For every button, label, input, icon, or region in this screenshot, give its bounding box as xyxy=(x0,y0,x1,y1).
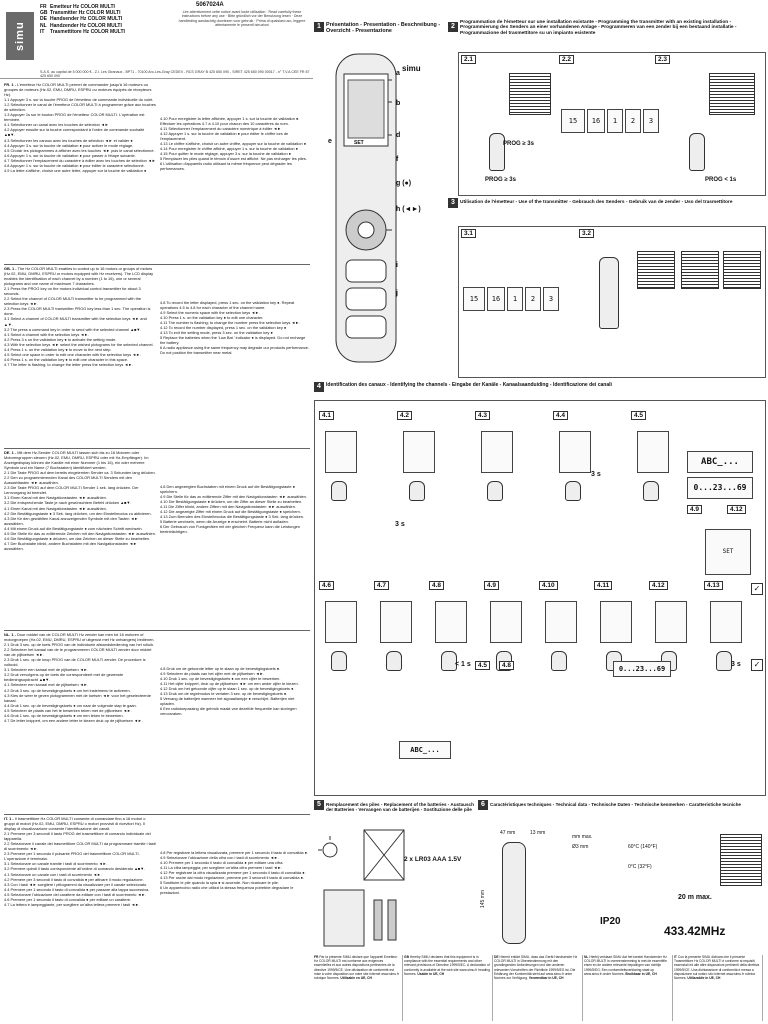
instruction-line: 4.5 Selecteer de plaats van het te bewerken teken met de pijltoetsen ◄►. xyxy=(4,707,132,713)
lcd-digit: 3 xyxy=(643,109,659,133)
instruction-line: 6 Der Gebrauch von Funkgeräten mit der gleichen Frequenz kann die Leistungen beeinträchtigen. xyxy=(160,524,300,535)
instruction-line: 4.4 Press 1 s. on the validation key ● to move to the next step. xyxy=(4,346,112,352)
panel-number: 6 xyxy=(478,800,488,810)
section-divider xyxy=(4,630,310,631)
lcd-digit: 2 xyxy=(625,109,641,133)
label-f: f xyxy=(396,156,399,163)
instruction-line: 3.2 Premere quindi il tasto corrispondente all'ordine di comando desiderato ▲■▼. xyxy=(4,866,146,872)
header xyxy=(0,0,313,79)
lcd-screen xyxy=(481,431,513,473)
remote-icon xyxy=(599,257,619,329)
instruction-line: 2.3 Press the COLOR MULTI transmitter PROG key less than 1 sec. The operation is done. xyxy=(4,306,151,317)
shutter-icon xyxy=(709,73,755,115)
hold-1s: < 1 s xyxy=(455,661,471,668)
step-label: 4.13 xyxy=(704,581,723,590)
lcd-screen xyxy=(403,431,435,473)
instruction-line: 4.2 Die Bestätigungstaste ● 3 Sek. lang drücken, um den Einstellmodus zu aktivieren. xyxy=(4,510,152,516)
instruction-line: 4.4 Appuyer 3 s. sur la touche de validation ● pour activer le mode réglage. xyxy=(4,142,134,148)
step-label: 4.10 xyxy=(539,581,558,590)
label-a: a xyxy=(396,70,400,77)
prog-3s-label: PROG ≥ 3s xyxy=(503,141,534,147)
lcd-abc: ABC_... xyxy=(687,451,753,473)
finger-press-icon xyxy=(565,481,581,501)
label-j: j xyxy=(396,290,398,297)
instruction-line: 4.6 Premere per 1 secondo il tasto di convalida ● per editare un carattere. xyxy=(4,896,132,902)
instruction-line: 4.12 Appuyer 1 s. sur la touche de validation ● pour éditer le chiffre lors de l'emplacement. xyxy=(160,131,289,142)
instruction-line: 4.9 Die Stelle für das zu editierende Ziffer mit den Navigationstasten ◄► auswählen. xyxy=(160,494,307,500)
lcd-num: 0...23...69 xyxy=(687,477,753,499)
instruction-line: 4.2 Druk 3 sec. op de bevestigingstoets ● om het instelmenu te activeren. xyxy=(4,687,131,693)
instruction-line: 6 Un apparecchio radio che utilizzi la stessa frequenza potrebbe degradare le prestazioni. xyxy=(160,885,294,896)
language-title: GB Transmitter Hz COLOR MULTI xyxy=(40,10,121,17)
panel-title: Identification des canaux - Identifying the channels - Eingabe der Kanäle - Kanaalsaanduiding - Identificazione dei canali xyxy=(326,382,612,388)
lcd-screen xyxy=(325,431,357,473)
instruction-line: 1.2 Sélectionner le canal de l'émetteur COLOR MULTI à programmer grâce aux touches de sélection. xyxy=(4,102,156,113)
battery-spec: 2 x LR03 AAA 1.5V xyxy=(404,856,462,863)
temp-min: 0°C (32°F) xyxy=(628,864,652,870)
temp-max: 60°C (140°F) xyxy=(628,844,658,850)
instruction-line: 4.1 Selezionare un canale con i tasti di scorrimento ◄►. xyxy=(4,871,102,877)
lcd-screen xyxy=(380,601,412,643)
lcd-screen xyxy=(655,601,687,643)
instruction-line: 4.10 Die Bestätigungstaste ● drücken, um die Ziffer an dieser Stelle zu bearbeiten. xyxy=(160,499,303,505)
instruction-line: 5 Remplacer les piles quand le témoin d'usure est affiché. Ne pas recharger les piles. xyxy=(160,156,307,162)
battery-panel xyxy=(314,820,476,950)
step-label: 4.11 xyxy=(594,581,612,590)
panel-title: Remplacement des piles - Replacement of the batteries - Austausch der Batterien - Vervangen van de batterijen - Sostituzione delle pile xyxy=(326,802,474,813)
instruction-line: 4.12 Die angezeigte Ziffer mit einem Druck auf die Bestätigungstaste ● speichern. xyxy=(160,509,301,515)
done-check-icon: ✓ xyxy=(751,583,763,595)
instruction-line: 1.1 Appuyer 3 s. sur la touche PROG de l'émetteur de commande individuelle du volet. xyxy=(4,97,154,103)
instruction-line: 4.3 Con i tasti ◄► scegliere i pittogrammi da visualizzare per il canale selezionato. xyxy=(4,881,148,887)
lcd-digit: 16 xyxy=(587,109,605,133)
language-title: NL Handzender Hz COLOR MULTI xyxy=(40,22,122,29)
instruction-line: 3.1 Selezionare un canale tramite i tasti di scorrimento ◄►. xyxy=(4,861,108,867)
label-h: h (◄►) xyxy=(396,206,421,213)
ref-step: 4.9 xyxy=(687,505,702,514)
lcd-screen xyxy=(490,601,522,643)
instruction-line: 2.1 Die Taste PROG auf dem bereits eingelernten Sender ca. 3 Sekunden lang drücken. xyxy=(4,470,156,476)
section-divider xyxy=(4,814,310,815)
instruction-line: 4.5 Select one space in order to edit one character with the selection keys ◄►. xyxy=(4,351,142,357)
panel-title: Utilisation de l'émetteur - Use of the transmitter - Gebrauch des Senders - Gebruik van de zender - Uso del trasmettitore xyxy=(460,200,733,205)
section-gb-right xyxy=(160,300,310,356)
programming-panel xyxy=(458,52,766,196)
instruction-line: 4.7 Der Buchstabe blinkt, andere Buchstaben mit den Navigationstasten ◄► auswählen. xyxy=(4,540,137,551)
battery-drawing xyxy=(314,820,476,950)
read-notice: Lire attentivement cette notice avant toute utilisation · Read carefully these instructions before any use · Bitte gründlich vor der Benutzung lesen · Deze handleiding aandachtig doorlezen voor gebruik · Prima di qualsiasi uso, leggere attentamente le presenti istruzioni xyxy=(178,10,306,28)
set-label: SET xyxy=(354,140,364,146)
screw-diameter: Ø3 mm xyxy=(572,844,589,850)
panel-number: 2 xyxy=(448,22,458,32)
instruction-line: 4.6 Druk 1 sec. op de bevestigingstoets ● om een teken te bewerken. xyxy=(4,712,124,718)
remote-icon xyxy=(689,133,705,171)
shutter-icon xyxy=(509,73,551,115)
instruction-line: 4.9 Selecteer de plaats van het cijfer met de pijltoetsen ◄►. xyxy=(160,671,265,677)
section-intro: IT. 1 - Il trasmettitore Hz COLOR MULTI consente di comandare fino a 16 motori o gruppi di motori (Hz.02, EMU, DMRU, ESPRU o motori provvisti di ricevitori Hz). Il display di visualizzazione consente l'identificazione dei canali. xyxy=(4,816,146,832)
remote-outline-icon xyxy=(502,842,526,944)
instruction-line: 4.8 Appuyer 1 s. sur la touche de validation ● pour éditer le caractère sélectionné. xyxy=(4,162,145,168)
instruction-line: 5 Vervang de batterijen wanneer het signaallampje ● verschijnt. Batterijen niet opladen. xyxy=(160,696,295,707)
lcd-set: SET xyxy=(705,529,751,575)
instruction-line: 4.10 Press 1 s. on the validation key ● to edit one character. xyxy=(160,315,264,321)
language-title-list xyxy=(40,4,125,35)
instruction-line: 2.2 Den zu programmierenden Kanal des COLOR MULTI Senders mit den Auswahltasten ◄► auswählen. xyxy=(4,475,132,486)
label-e: e xyxy=(328,138,332,145)
section-it-left xyxy=(4,816,156,907)
step-label: 4.6 xyxy=(319,581,334,590)
frequency: 433.42MHz xyxy=(664,924,726,938)
instruction-line: 4.13 Per uscire dal modo regolazione, premere per 3 secondi il tasto di convalida ●. xyxy=(160,875,305,881)
step-label: 4.8 xyxy=(429,581,444,590)
hold-3s: 3 s xyxy=(591,471,601,478)
section-intro: GB. 1 - The Hz COLOR MULTI enables to control up to 16 motors or groups of motors (Hz.02, EMU, DMRU, ESPRU or motors equipped with Hz receivers). The LCD display enables the identification of each channel by a number (1 to 16), one or several pictograms and one name of maximum 7 characters. xyxy=(4,266,154,287)
instruction-line: 4.8 Den angezeigten Buchstaben mit einem Druck auf die Bestätigungstaste ● speichern. xyxy=(160,484,295,495)
screw-size: mm max. xyxy=(572,834,593,840)
dim-height: 145 mm xyxy=(480,890,486,909)
instruction-line: 3.1 Selecteer een kanaal met de pijltoetsen ◄►. xyxy=(4,667,89,673)
section-de-right xyxy=(160,484,310,534)
section-fr-left xyxy=(4,82,156,173)
instruction-line: 4.10 Pour enregistrer la lettre affichée, appuyer 1 s. sur la touche de validation ●. Effectuer les opérations 4.7 à 4.10 pour chacun des 10 caractères du nom. xyxy=(160,116,300,127)
dim-width: 47 mm xyxy=(500,830,516,836)
ref-step: 4.8 xyxy=(499,661,514,670)
panel-title: Programmation de l'émetteur sur une installation existante - Programming the transmitter with an existing installation - Programmierung des Senders an einer vorhandenen Anlage - Programmeren van een zender bij een bestaand installatie - Programmazione del trasmettitore su un impianto esistente xyxy=(460,20,737,36)
lcd-screen xyxy=(545,601,577,643)
ip-rating: IP20 xyxy=(600,916,621,927)
instruction-line: 2.3 Die Taste PROG auf dem COLOR MULTI Sender 1 sek. lang drücken. Der Lernvorgang ist beendet. xyxy=(4,485,139,496)
remote-icon xyxy=(489,133,505,171)
step-label: 3.2 xyxy=(579,229,594,238)
instruction-line: 4.1 Einen Kanal mit den Navigationstasten ◄► auswählen. xyxy=(4,505,107,511)
prog-3s-label-b: PROG ≥ 3s xyxy=(485,177,516,183)
range: 20 m max. xyxy=(678,894,712,901)
section-fr-right xyxy=(160,116,310,172)
instruction-line: 5 Replace the batteries when the 'Low Bat.' indicator ● is displayed. Do not recharge the battery. xyxy=(160,335,306,346)
instruction-line: 4.7 Sélectionner l'emplacement du caractère à éditer avec les touches de sélection ◄► xyxy=(4,157,156,163)
section-intro: NL. 1 - Door middel van de COLOR MULTI Hz zender kan men tot 16 motoren of motorgroepen (Hz.02, EMU, DMRU, ESPRU of uitgerust met Hz ontvangers) bedienen. xyxy=(4,632,155,643)
conformity-statement: NL Hierbij verklaart SIMU dat het toestel Handzender Hz COLOR MULTI in overeenstemming is met de essentiële eisen en de andere relevante bepalingen van richtlijn 1999/5/EG. Een conformiteitsverklaring staat op www.simu.fr onder Normes. Bruikbaar in UE, CH xyxy=(584,955,673,1021)
instruction-line: 4.9 Select the numeric space with the selection keys ◄►. xyxy=(160,310,261,316)
finger-press-icon xyxy=(409,481,425,501)
step-label: 4.4 xyxy=(553,411,568,420)
shutter-icon xyxy=(637,251,675,289)
lcd-digit: 1 xyxy=(507,287,523,311)
instruction-line: 4.1 Select a channel with the selection keys ◄►. xyxy=(4,331,90,337)
section-de-left xyxy=(4,450,156,551)
finger-press-icon xyxy=(331,481,347,501)
step-label: 4.2 xyxy=(397,411,412,420)
instruction-line: 5 Batterie wechseln, wenn die Anzeige ● erscheint. Batterie nicht aufladen. xyxy=(160,519,289,525)
lcd-screen xyxy=(435,601,467,643)
label-b: b xyxy=(396,100,401,107)
section-divider xyxy=(4,264,310,265)
instruction-line: 4.14 Pour enregistrer le chiffre affiché, appuyer 1 s. sur la touche de validation ● xyxy=(160,146,299,152)
section-intro: DE. 1 - Mit dem Hz-Sender COLOR MULTI lassen sich bis zu 16 Motoren oder Motorengruppen steuern (Hz.02, EMU, DMRU, ESPRU oder mit Hz-Empfänger). Im Anzeigedisplay können die Kanäle mit einer Nummer (1 bis 16), ein oder mehrere Symbole und ein Name (7 Buchstaben) identifiziert werden. xyxy=(4,450,149,471)
instruction-line: 3.1 Select a channel of COLOR MULTI transmitter with the selection keys ◄► and ▲▼. xyxy=(4,316,147,327)
instruction-line: 4.7 The letter is flashing, to change the letter press the selection keys ◄►. xyxy=(4,361,134,367)
instruction-line: 4.5 Choisir les pictogrammes à afficher avec les touches ◄► puis le canal sélectionné. xyxy=(4,147,155,153)
instruction-line: 4.11 Sélectionner l'emplacement du caractère numérique à éditer ◄► xyxy=(160,126,282,132)
ref-step: 4.12 xyxy=(727,505,746,514)
instruction-line: 4.7 De letter knippert, om een andere letter te kiezen druk op de pijltoetsen ◄►. xyxy=(4,717,143,723)
instruction-line: 4.9 Selezionare l'ubicazione della cifra con i tasti di scorrimento ◄►. xyxy=(160,855,279,861)
lcd-digit: 15 xyxy=(463,287,485,311)
instruction-line: 2.1 Press the PROG key on the motors individual control transmitter for about 3 seconds. xyxy=(4,286,141,297)
conformity-statement: IT Con la presente SIMU dichiara che il presente Trasmettitore Hz COLOR MULTI è conforme ai requisiti essenziali ed alle altre disposizioni pertinenti della direttiva 1999/5/CE. Una dichiarazione di conformità è messa a disposizione sul nostro sito internet www.simu.fr rubrica Normes. Utilizzabile in UE, CH xyxy=(674,955,763,1021)
conformity-statement: FR Par la présente SIMU déclare que l'appareil Emetteur Hz COLOR MULTI est conforme aux exigences essentielles et aux autres dispositions pertinentes de la directive 1999/5/CE. Une déclaration de conformité est mise à votre disposition sur notre site internet www.simu.fr rubrique Normes. Utilisable en UE, CH xyxy=(314,955,403,1021)
dim-depth: 13 mm xyxy=(530,830,546,836)
lcd-num-b: 0...23...69 xyxy=(613,661,671,677)
panel-number: 3 xyxy=(448,198,458,208)
instruction-line: 6 Een radiotoepassing die gebruik maakt van dezelfde frequentie kan storingen veroorzaken. xyxy=(160,706,297,717)
instruction-line: 2.2 Selecteer het kanaal van de te programmeren COLOR MULTI zender door middel van de pijltoetsen ◄►. xyxy=(4,647,152,658)
usage-panel xyxy=(458,226,766,378)
shutter-icon xyxy=(720,834,762,886)
finger-press-icon xyxy=(716,651,732,671)
instruction-line: 4.7 La lettera è lampeggiante, per scegliere un'altra lettera premere i tasti ◄►. xyxy=(4,901,141,907)
technical-data-panel xyxy=(478,820,764,950)
instruction-line: 4.6 Appuyer 1 s. sur la touche de validation ● pour passer à l'étape suivante. xyxy=(4,152,136,158)
panel-title: Caractéristiques techniques - Technical data - Technische Daten - Technische kenmerken - Caratteristiche tecniche xyxy=(490,802,741,807)
instruction-line: 4.8 Druk om de getoonde letter op te slaan op de bevestigingstoets ●. xyxy=(160,666,281,671)
instruction-line: 6 L'utilisation d'appareils radio utilisant la même fréquence peut dégrader les performances. xyxy=(160,161,292,172)
lcd-screen xyxy=(325,601,357,643)
step-label: 4.1 xyxy=(319,411,334,420)
lcd-digit: 3 xyxy=(543,287,559,311)
presentation-panel xyxy=(314,40,446,380)
instruction-line: 2.2 Selezionare il canale del trasmettitore COLOR MULTI da programmare tramite i tasti di scorrimento ◄►. xyxy=(4,841,156,852)
instruction-line: 4.13 Zum Beenden des Einstellmodus die Bestätigungstaste ● 3 Sek. lang drücken. xyxy=(160,514,305,520)
language-title: FR Emetteur Hz COLOR MULTI xyxy=(40,4,115,10)
instruction-line: 4.12 Druk om het getoonde cijfer op te slaan 1 sec. op de bevestigingstoets ●. xyxy=(160,686,295,692)
instruction-line: 4.5 Die Stelle für das zu editierende Zeichen mit den Navigationstasten ◄► auswählen. xyxy=(4,530,156,536)
instruction-line: 4.8 Per registrare la lettera visualizzata, premere per 1 secondo il tasto di convalida ●. xyxy=(160,850,309,855)
section-divider xyxy=(4,448,310,449)
language-title: IT Trasmettitore Hz COLOR MULTI xyxy=(40,28,125,35)
finger-press-icon xyxy=(643,481,659,501)
instruction-line: 4.10 Premere per 1 secondo il tasto di convalida ● per editare una cifra. xyxy=(160,860,284,866)
done-check-icon: ✓ xyxy=(751,659,763,671)
step-label: 3.1 xyxy=(461,229,476,238)
finger-press-icon xyxy=(551,651,567,671)
panel-number: 1 xyxy=(314,22,324,32)
instruction-line: 4.13 Le chiffre s'affiche, choisir un autre chiffre, appuyer sur la touche de validation ● xyxy=(160,141,307,147)
step-label: 4.5 xyxy=(631,411,646,420)
instruction-line: 4.2 Premere per 3 secondi il tasto di convalida ● per attivare il modo regolazione. xyxy=(4,876,144,882)
finger-press-icon xyxy=(331,651,347,671)
instruction-line: 4.11 Het cijfer knippert, druk op de pijltoetsen ◄► om een ander cijfer te kiezen. xyxy=(160,681,299,687)
panel-number: 4 xyxy=(314,382,324,392)
conformity-statement: GB Hereby SIMU declares that this equipment is in compliance with the essential requirements and other relevant provisions of Directive 1999/5/EC. A declaration of conformity is available at the web site www.simu.fr heading Normes. Usable in UE, CH xyxy=(404,955,493,1021)
step-label: 2.2 xyxy=(559,55,574,64)
instruction-line: 6 A radio appliance using the same frequency may degrade our products performance. Do not position the transmitter near metal. xyxy=(160,345,310,356)
hold-3s: 3 s xyxy=(395,521,405,528)
instruction-line: 4.12 To record the number displayed, press 1 sec. on the validation key ● xyxy=(160,325,287,331)
step-label: 2.1 xyxy=(461,55,476,64)
instruction-line: 4.2 Press 3 s on the validation key ● to activate the setting mode. xyxy=(4,336,117,342)
instruction-line: 4.1 Selecteer een kanaal met de pijltoetsen ◄►. xyxy=(4,682,89,688)
shutter-icon xyxy=(723,251,761,289)
section-it-right xyxy=(160,850,310,895)
lcd-screen xyxy=(559,431,591,473)
instruction-line: 4.9 La lettre s'affiche, choisir une autre lettre, appuyer sur la touche de validation ● xyxy=(4,167,147,173)
instruction-line: 4.2 Appuyer ensuite sur la touche correspondant à l'ordre de commande souhaité ▲■▼. xyxy=(4,127,145,138)
finger-press-icon xyxy=(487,481,503,501)
lcd-digit: 2 xyxy=(525,287,541,311)
instruction-line: 4.15 Pour quitter le mode réglage, appuyer 3 s. sur la touche de validation ● xyxy=(160,151,292,157)
conformity-statement: DE Hiermit erklärt SIMU, dass das Gerät Handsender Hz COLOR MULTI in Übereinstimmung mit den grundlegenden Anforderungen und den anderen relevanten Vorschriften der Richtlinie 1999/5/EG ist. Die Erklärung der Konformität steht auf www.simu.fr unter Normes zur Verfügung. Verwendbar in UE, CH xyxy=(494,955,583,1021)
finger-press-icon xyxy=(386,651,402,671)
lcd-screen xyxy=(600,601,632,643)
instruction-line: 4.3 Die für den gewählten Kanal anzuzeigenden Symbole mit den Tasten ◄► auswählen. xyxy=(4,515,139,526)
section-nl-right xyxy=(160,666,310,716)
instruction-line: 4.12 Per registrare la cifra visualizzata premere per 1 secondo il tasto di convalida ●. xyxy=(160,870,306,876)
instruction-line: 4.11 The number is flashing; to change the number press the selection keys ◄►. xyxy=(160,320,301,326)
instruction-line: 3.2 Die entsprechende Taste je nach gewünschtem Befehl drücken ▲■▼. xyxy=(4,500,132,506)
step-label: 4.7 xyxy=(374,581,389,590)
instruction-line: 4.8 To record the letter displayed, press 1 sec. on the validation key ●. Repeat operations 4.5 to 4.8 for each character of the channel name. xyxy=(160,300,295,311)
instruction-line: 4.10 Druk 1 sec. op de bevestigingstoets ● om een cijfer te bewerken. xyxy=(160,676,281,682)
section-intro: FR. 1 - L'émetteur Hz COLOR MULTI permet de commander jusqu'à 16 moteurs ou groupes de moteurs (Hz.02, EMU, DMRU, ESPRU ou moteurs équipés de récepteurs Hz). xyxy=(4,82,152,98)
lcd-screen xyxy=(710,601,742,643)
instruction-line: 3.2 The press a command key in order to send with the selected channel ▲■▼. xyxy=(4,326,142,332)
hold-3s-b: 3 s xyxy=(731,661,741,668)
instruction-line: 4.4 Mit einem Druck auf die Bestätigungstaste ● zum nächsten Schritt wechseln. xyxy=(4,525,143,531)
instruction-line: 3.2 Druk vervolgens op de toets die correspondeert met de gewenste bedieningsopdracht ▲■▼. xyxy=(4,672,124,683)
instruction-line: 4.13 Druk om de regelmodus te verlaten 3 sec. op de bevestigingstoets ●. xyxy=(160,691,288,697)
panel-number: 5 xyxy=(314,800,324,810)
lcd-screen xyxy=(637,431,669,473)
section-gb-left xyxy=(4,266,156,367)
instruction-line: 4.3 With the selection keys ◄► select the wished pictograms for the selected channel. xyxy=(4,341,154,347)
ref-step: 4.5 xyxy=(475,661,490,670)
instruction-line: 2.1 Druk 3 sec. op de toets PROG van de individuele afstandsbediening van het rolluik. xyxy=(4,642,155,648)
company-address: S.A.S. au capital de 5 000 000 € - Z.I. Les Giranaux - BP71 - 70100 Arc-Les-Gray CEDEX - RCS GRAY B 425 650 090 - SIRET 425 650 090 00017 - n° T.V.A CEE FR 87 425 650 090 xyxy=(40,70,310,78)
instruction-line: 4.11 La cifra lampeggia; per scegliere un'altra cifra premere i tasti ◄►. xyxy=(160,865,283,871)
panel-brand: simu xyxy=(402,64,421,73)
lcd-abc-b: ABC_... xyxy=(399,741,451,759)
step-label: 4.3 xyxy=(475,411,490,420)
instruction-line: 4.3 Sélectionner les canaux avec les touches de sélection ◄► et valider ● xyxy=(4,137,133,143)
instruction-line: 5 Sostituire le pile quando la spia ● si accende. Non ricaricare le pile. xyxy=(160,880,279,886)
instruction-line: 4.11 Die Ziffer blinkt, andere Ziffern mit den Navigationstasten ◄► auswählen. xyxy=(160,504,296,510)
step-label: 4.12 xyxy=(649,581,668,590)
instruction-line: 4.4 Premere per 1 secondo il tasto di convalida ● per passare alla tappa successiva. xyxy=(4,886,150,892)
remote-drawing xyxy=(314,40,446,380)
brand-logo: simu xyxy=(6,12,34,60)
instruction-line: 2.1 Premere per 3 secondi il tasto PROG del trasmettitore di comando individuale del tapparella. xyxy=(4,831,151,842)
label-d: d xyxy=(396,132,401,139)
document-number: 5067024A xyxy=(196,2,224,8)
instruction-line: 2.3 Premere per 1 secondo il pulsante PROG del trasmettitore COLOR MULTI. L'operazione è terminata. xyxy=(4,851,140,862)
instruction-line: 2.3 Druk 1 sec. op de knop PROG van de COLOR MULTI zender. De procedure is voltooid. xyxy=(4,657,146,668)
section-nl-left xyxy=(4,632,156,723)
label-i: i xyxy=(396,262,398,269)
lcd-digit: 16 xyxy=(487,287,505,311)
instruction-line: 4.3 Kies de weer te geven pictogrammen met de toetsen ◄► voor het geselecteerde kanaal. xyxy=(4,692,151,703)
instruction-line: 1.3 Appuyer 1s sur le bouton PROG de l'émetteur COLOR MULTI. L'opération est terminée. xyxy=(4,112,145,123)
language-title: DE Handsender Hz COLOR MULTI xyxy=(40,16,123,23)
instruction-line: 3.1 Einen Kanal mit den Navigationstasten ◄► auswählen. xyxy=(4,495,107,501)
instruction-line: 4.5 Selezionare l'ubicazione del carattere da editare con i tasti di scorrimento ◄►. xyxy=(4,891,147,897)
instruction-line: 4.6 Press 1 s. on the validation key ● to edit one character in this space. xyxy=(4,356,129,362)
step-label: 4.9 xyxy=(484,581,499,590)
instruction-line: 4.13 To exit the setting mode, press 3 sec. on the validation key ● xyxy=(160,330,273,336)
panel-title: Présentation - Presentation - Beschreibung - Overzicht - Presentazione xyxy=(326,22,441,34)
shutter-icon xyxy=(681,251,719,289)
instruction-line: 4.4 Druk 1 sec. op de bevestigingstoets ● om naar de volgende stap te gaan. xyxy=(4,702,137,708)
instruction-line: 4.1 Sélectionner un canal avec les touches de sélection ◄► xyxy=(4,122,109,128)
prog-1s-label: PROG < 1s xyxy=(705,177,737,183)
lcd-digit: 1 xyxy=(607,109,623,133)
instruction-line: 2.2 Select the channel of COLOR MULTI transmitter to be programmed with the selection keys ◄►. xyxy=(4,296,142,307)
channel-identification-panel xyxy=(314,400,766,796)
instruction-line: 4.6 Die Bestätigungstaste ● drücken, um das Zeichen an dieser Stelle zu bearbeiten. xyxy=(4,535,151,541)
label-g: g (●) xyxy=(396,180,412,187)
lcd-digit: 15 xyxy=(561,109,585,133)
step-label: 2.3 xyxy=(655,55,670,64)
